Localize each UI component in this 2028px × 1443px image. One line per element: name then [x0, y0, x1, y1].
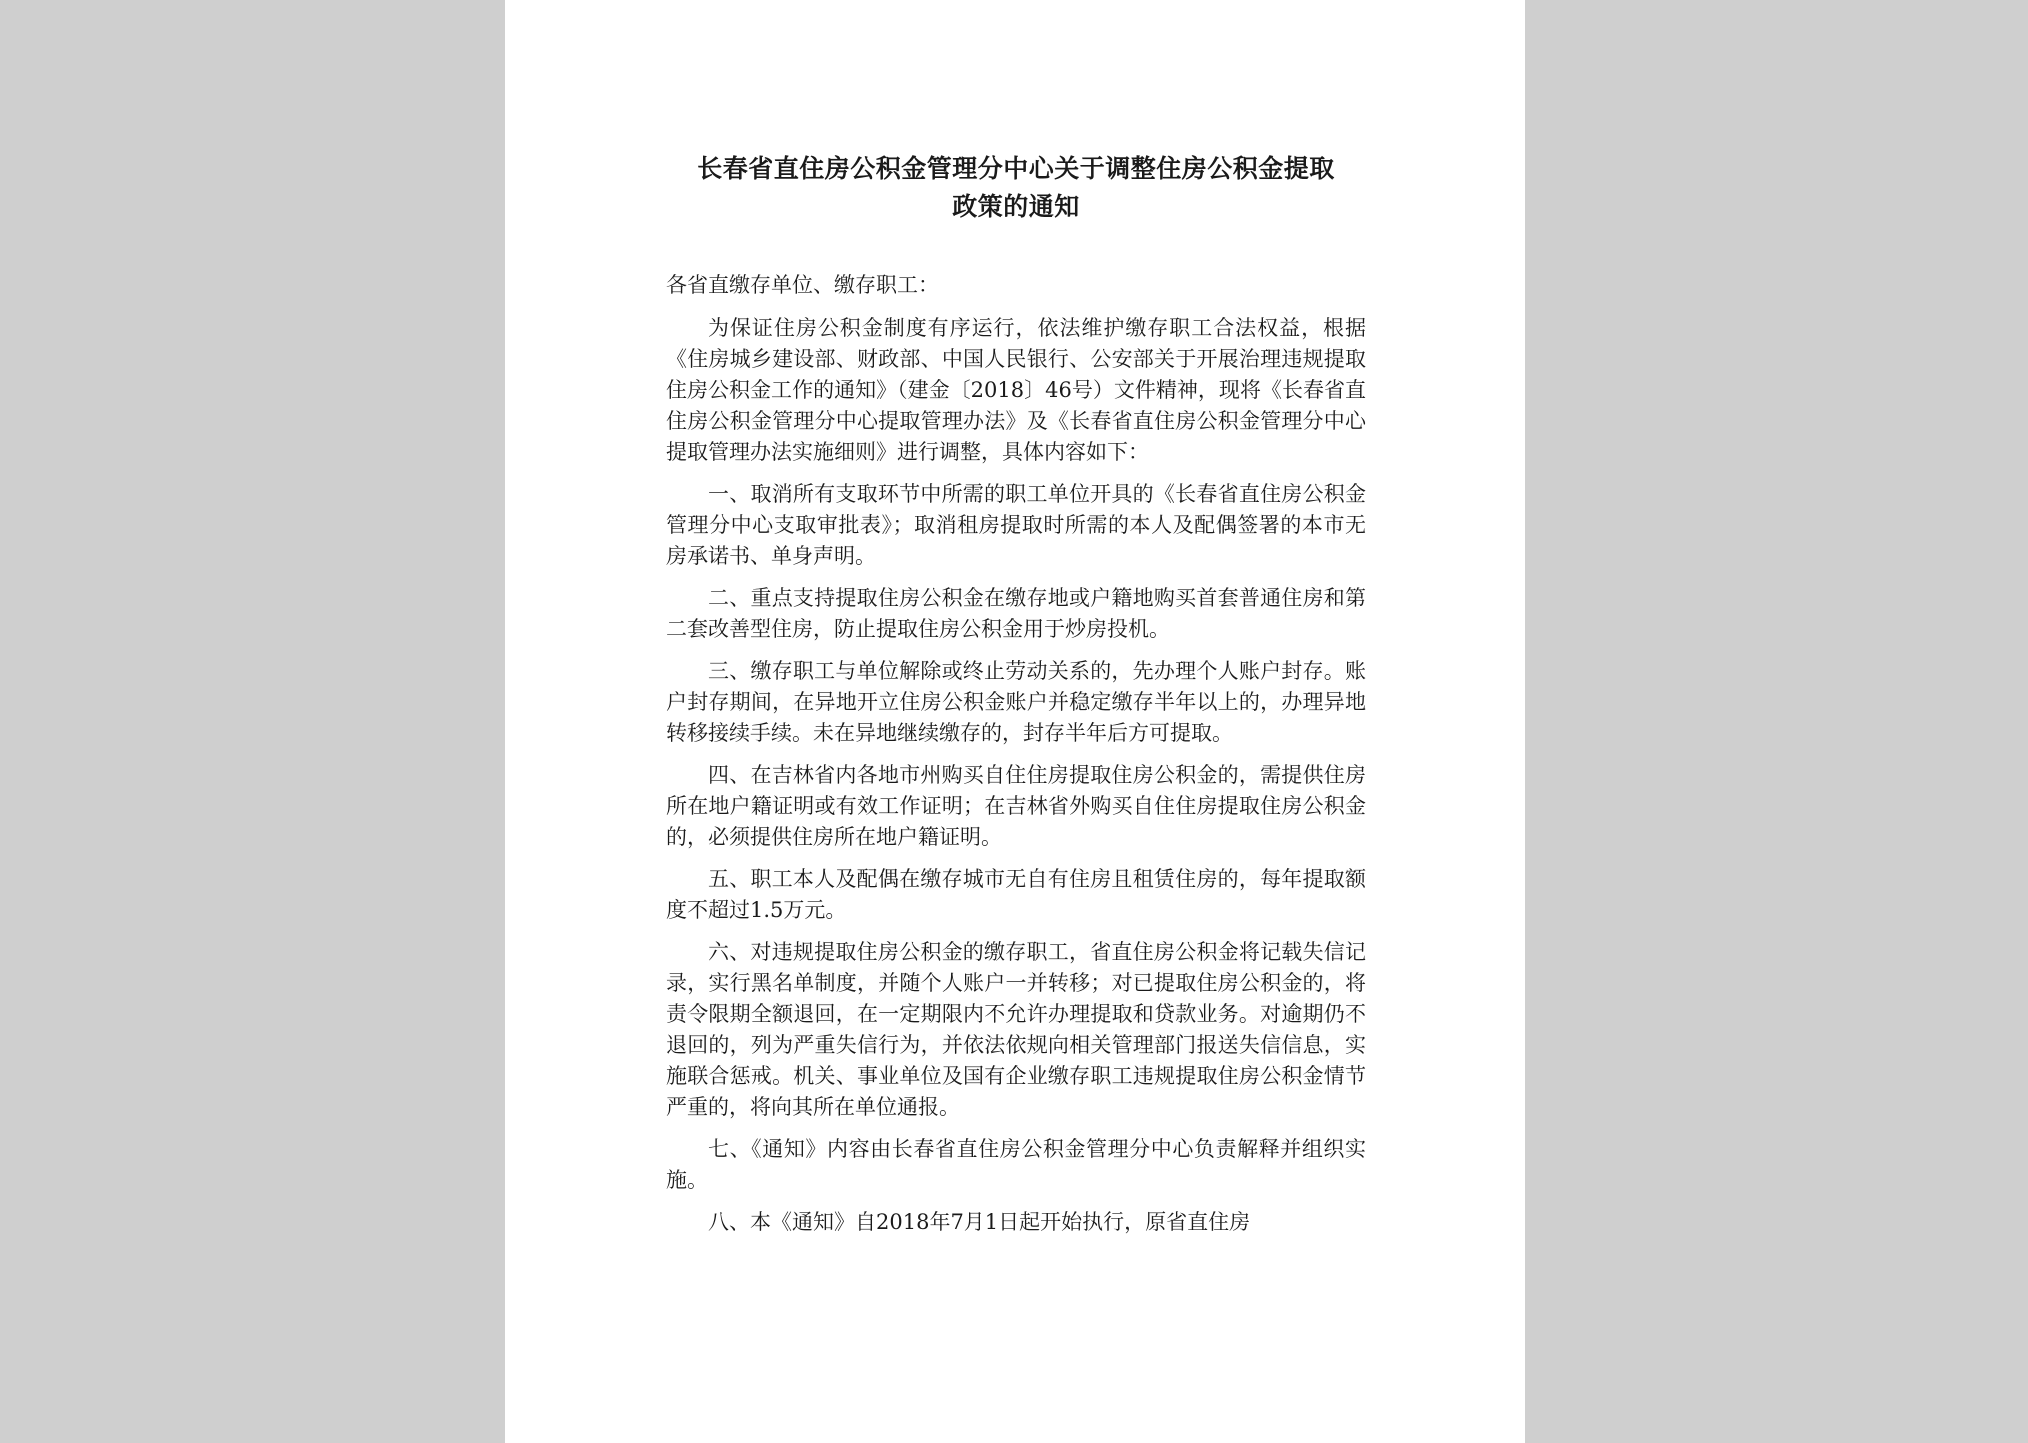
paragraph-item-7: 七、《通知》内容由长春省直住房公积金管理分中心负责解释并组织实施。: [666, 1137, 1366, 1192]
paragraph-item-4: 四、在吉林省内各地市州购买自住住房提取住房公积金的，需提供住房所在地户籍证明或有效工作证明；在吉林省外购买自住住房提取住房公积金的，必须提供住房所在地户籍证明。: [666, 763, 1366, 849]
document-title: [666, 150, 1366, 226]
paragraph-intro: 为保证住房公积金制度有序运行，依法维护缴存职工合法权益，根据《住房城乡建设部、财政部、中国人民银行、公安部关于开展治理违规提取住房公积金工作的通知》（建金〔2018〕46号）文件精神，现将《长春省直住房公积金管理分中心提取管理办法》及《长春省直住房公积金管理分中心提取管理办法实施细则》进行调整，具体内容如下：: [666, 316, 1366, 464]
paragraph-item-5: 五、职工本人及配偶在缴存城市无自有住房且租赁住房的，每年提取额度不超过1.5万元。: [666, 867, 1366, 922]
paragraph-item-3: 三、缴存职工与单位解除或终止劳动关系的，先办理个人账户封存。账户封存期间，在异地开立住房公积金账户并稳定缴存半年以上的，办理异地转移接续手续。未在异地继续缴存的，封存半年后方可提取。: [666, 659, 1366, 745]
paragraph-item-1: 一、取消所有支取环节中所需的职工单位开具的《长春省直住房公积金管理分中心支取审批表》；取消租房提取时所需的本人及配偶签署的本市无房承诺书、单身声明。: [666, 482, 1366, 568]
title-line-1: 长春省直住房公积金管理分中心关于调整住房公积金提取: [697, 154, 1335, 183]
salutation: 各省直缴存单位、缴存职工：: [666, 273, 939, 297]
document-page: [505, 0, 1525, 1443]
paragraph-item-8: 八、本《通知》自2018年7月1日起开始执行，原省直住房: [708, 1210, 1251, 1234]
paragraph-item-2: 二、重点支持提取住房公积金在缴存地或户籍地购买首套普通住房和第二套改善型住房，防止提取住房公积金用于炒房投机。: [666, 586, 1366, 641]
paragraph-item-6: 六、对违规提取住房公积金的缴存职工，省直住房公积金将记载失信记录，实行黑名单制度，并随个人账户一并转移；对已提取住房公积金的，将责令限期全额退回，在一定期限内不允许办理提取和贷款业务。对逾期仍不退回的，列为严重失信行为，并依法依规向相关管理部门报送失信信息，实施联合惩戒。机关、事业单位及国有企业缴存职工违规提取住房公积金情节严重的，将向其所在单位通报。: [666, 940, 1366, 1119]
title-line-2: 政策的通知: [952, 192, 1080, 221]
document-body: [666, 150, 1366, 1249]
